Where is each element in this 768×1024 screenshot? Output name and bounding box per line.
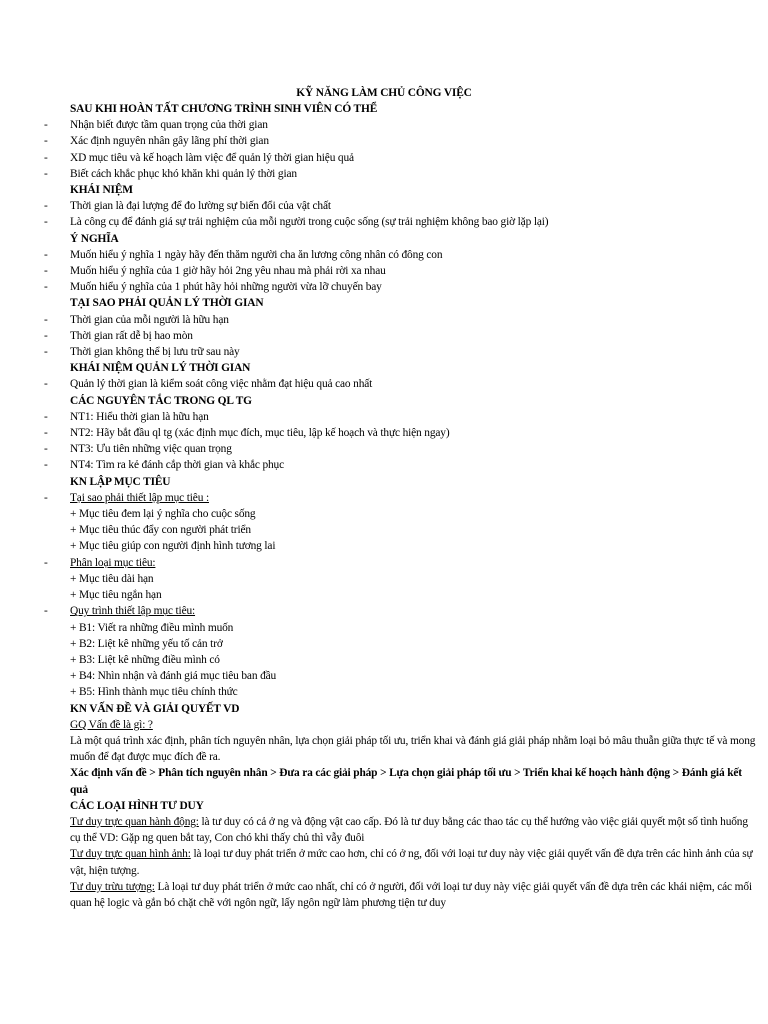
- list-item: - Muốn hiểu ý nghĩa của 1 phút hãy hỏi những người vừa lỡ chuyến bay: [44, 279, 756, 295]
- list-item: - Thời gian của mỗi người là hữu hạn: [44, 312, 756, 328]
- bullet-dash: -: [44, 248, 48, 261]
- document-body: [44, 101, 756, 911]
- bullet-dash: -: [44, 605, 48, 618]
- thinking-type-label: Tư duy trực quan hình ảnh:: [70, 848, 191, 861]
- bullet-dash: -: [44, 151, 48, 164]
- list-item: - Xác định nguyên nhân gây lãng phí thời gian: [44, 133, 756, 149]
- bullet-dash: -: [44, 265, 48, 278]
- bullet-dash: -: [44, 346, 48, 359]
- sub-list-item: + Mục tiêu đem lại ý nghĩa cho cuộc sống: [70, 508, 256, 521]
- section-heading-why-manage-time: TẠI SAO PHẢI QUẢN LÝ THỜI GIAN: [70, 297, 264, 310]
- bullet-dash: -: [44, 443, 48, 456]
- bullet-dash: -: [44, 313, 48, 326]
- list-item: - Thời gian là đại lượng để đo lường sự biến đổi của vật chất: [44, 198, 756, 214]
- bullet-dash: -: [44, 427, 48, 440]
- bullet-dash: -: [44, 135, 48, 148]
- sub-list-item: + Mục tiêu ngắn hạn: [70, 589, 162, 602]
- bullet-dash: -: [44, 200, 48, 213]
- list-item: - Biết cách khắc phục khó khăn khi quản lý thời gian: [44, 166, 756, 182]
- list-item: - Thời gian rất dễ bị hao mòn: [44, 328, 756, 344]
- thinking-type-label: Tư duy trực quan hành động:: [70, 815, 199, 828]
- thinking-type-paragraph: Tư duy trực quan hình ảnh: là loại tư duy phát triển ở mức cao hơn, chỉ có ở ng, đối với loại tư duy này việc giải quyết vấn đề dựa trên các hình ảnh của sự vật, hiện tượng.: [70, 848, 753, 877]
- sub-list-item: + Mục tiêu giúp con người định hình tương lai: [70, 540, 276, 553]
- list-item: - NT2: Hãy bắt đầu ql tg (xác định mục đích, mục tiêu, lập kế hoạch và thực hiện ngay): [44, 425, 756, 441]
- list-item: - Phân loại mục tiêu:: [44, 555, 756, 571]
- section-heading-goal-setting: KN LẬP MỤC TIÊU: [70, 475, 171, 488]
- list-item: - Thời gian không thể bị lưu trữ sau này: [44, 344, 756, 360]
- problem-solving-steps: Xác định vấn đề > Phân tích nguyên nhân > Đưa ra các giải pháp > Lựa chọn giải pháp tối ưu > Triển khai kế hoạch hành động > Đánh giá kết quả: [70, 767, 742, 796]
- sub-list-item: + B3: Liệt kê những điều mình có: [70, 653, 220, 666]
- thinking-type-label: Tư duy trừu tượng:: [70, 880, 155, 893]
- bullet-dash: -: [44, 216, 48, 229]
- sub-list-item: + B5: Hình thành mục tiêu chính thức: [70, 686, 238, 699]
- list-item: - Quy trình thiết lập mục tiêu:: [44, 603, 756, 619]
- section-heading-outcomes: SAU KHI HOÀN TẤT CHƯƠNG TRÌNH SINH VIÊN CÓ THỂ: [70, 103, 378, 115]
- list-item: - NT3: Ưu tiên những việc quan trọng: [44, 441, 756, 457]
- section-heading-concept: KHÁI NIỆM: [70, 184, 133, 197]
- list-item: - Muốn hiểu ý nghĩa 1 ngày hãy đến thăm người cha ăn lương công nhân có đông con: [44, 247, 756, 263]
- list-item: - Nhận biết được tầm quan trọng của thời gian: [44, 117, 756, 133]
- section-heading-principles: CÁC NGUYÊN TẮC TRONG QL TG: [70, 394, 252, 407]
- list-item: - Quản lý thời gian là kiểm soát công việc nhằm đạt hiệu quả cao nhất: [44, 376, 756, 392]
- bullet-dash: -: [44, 119, 48, 132]
- section-heading-thinking-types: CÁC LOẠI HÌNH TƯ DUY: [70, 799, 204, 812]
- section-heading-problem-solving: KN VẤN ĐỀ VÀ GIẢI QUYẾT VD: [70, 702, 240, 715]
- bullet-dash: -: [44, 167, 48, 180]
- thinking-type-paragraph: Tư duy trừu tượng: Là loại tư duy phát triển ở mức cao nhất, chỉ có ở người, đối với loại tư duy này việc giải quyết vấn đề dựa trên các khái niệm, các mối quan hệ logic và gắn bó chặt chẽ với ngôn ngữ, lấy ngôn ngữ làm phương tiện tư duy: [70, 880, 752, 909]
- sub-list-item: + B2: Liệt kê những yếu tố cản trở: [70, 637, 223, 650]
- list-item: - NT1: Hiểu thời gian là hữu hạn: [44, 409, 756, 425]
- problem-question: GQ Vấn đề là gì: ?: [70, 718, 153, 731]
- bullet-dash: -: [44, 281, 48, 294]
- sub-list-item: + B4: Nhìn nhận và đánh giá mục tiêu ban đầu: [70, 670, 277, 683]
- section-heading-time-management-concept: KHÁI NIỆM QUẢN LÝ THỜI GIAN: [70, 362, 251, 375]
- thinking-type-paragraph: Tư duy trực quan hành động: là tư duy có cả ở ng và động vật cao cấp. Đó là tư duy bằng các thao tác cụ thể hướng vào việc giải quyết một số tình huống cụ thể VD: Gặp ng quen bắt tay, Con chó khi thấy chủ thì vẫy đuôi: [70, 815, 748, 845]
- bullet-dash: -: [44, 491, 48, 504]
- list-item: - Là công cụ để đánh giá sự trải nghiệm của mỗi người trong cuộc sống (sự trải nghiệm không bao giờ lặp lại): [44, 214, 756, 230]
- list-item: - NT4: Tìm ra kẻ đánh cắp thời gian và khắc phục: [44, 457, 756, 473]
- bullet-dash: -: [44, 378, 48, 391]
- list-item: - Tại sao phải thiết lập mục tiêu :: [44, 490, 756, 506]
- sub-list-item: + B1: Viết ra những điều mình muốn: [70, 621, 234, 634]
- bullet-dash: -: [44, 329, 48, 342]
- list-item: - XD mục tiêu và kế hoạch làm việc để quản lý thời gian hiệu quả: [44, 150, 756, 166]
- problem-definition-paragraph: Là một quá trình xác định, phân tích nguyên nhân, lựa chọn giải pháp tối ưu, triển khai và đánh giá giải pháp nhằm loại bỏ mâu thuẫn giữa thực tế và mong muốn để đạt được mục đích đề ra.: [70, 734, 756, 764]
- list-item: - Muốn hiểu ý nghĩa của 1 giờ hãy hỏi 2ng yêu nhau mà phải rời xa nhau: [44, 263, 756, 279]
- sub-list-item: + Mục tiêu dài hạn: [70, 572, 154, 585]
- bullet-dash: -: [44, 410, 48, 423]
- bullet-dash: -: [44, 459, 48, 472]
- document-title: KỸ NĂNG LÀM CHỦ CÔNG VIỆC: [296, 87, 472, 99]
- section-heading-meaning: Ý NGHĨA: [70, 232, 119, 245]
- sub-list-item: + Mục tiêu thúc đẩy con người phát triển: [70, 524, 251, 537]
- bullet-dash: -: [44, 556, 48, 569]
